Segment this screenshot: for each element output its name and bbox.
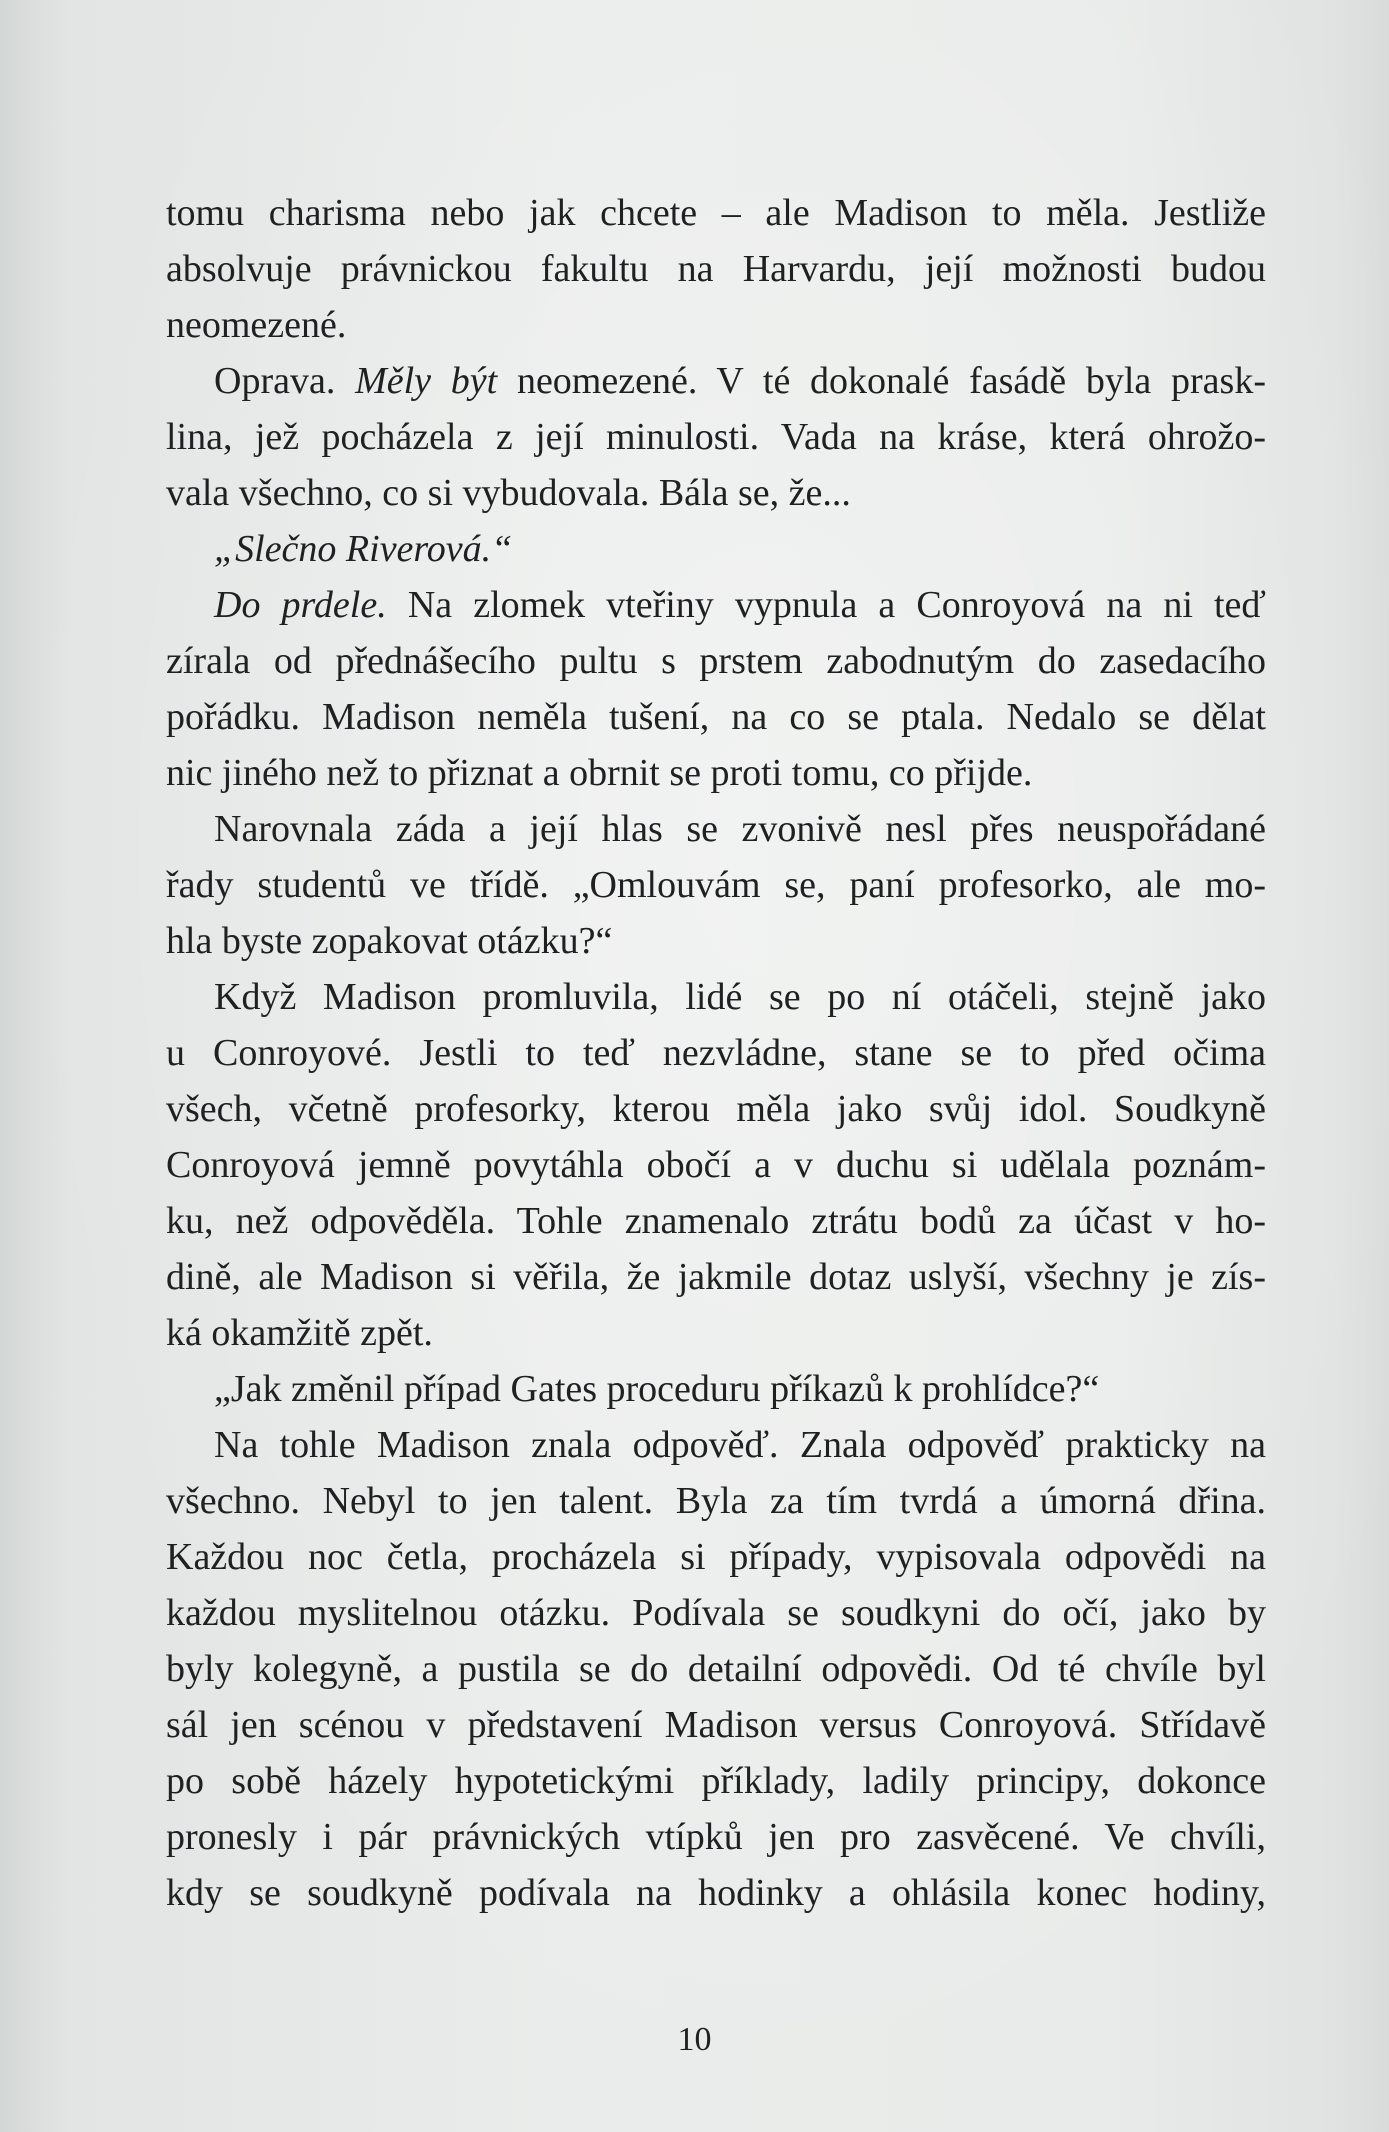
line-text: Oprava.	[214, 360, 356, 402]
text-line: všechno. Nebyl to jen talent. Byla za tím tvrdá a úmorná dřina.	[166, 1480, 1266, 1522]
page-number: 10	[677, 2021, 712, 2058]
text-line: hla byste zopakovat otázku?“	[166, 920, 613, 962]
text-line	[166, 577, 1266, 633]
text-line: Conroyová jemně povytáhla obočí a v duchu si udělala poznám-	[166, 1144, 1266, 1186]
text-line: nic jiného než to přiznat a obrnit se proti tomu, co přijde.	[166, 752, 1033, 794]
italic-text: Měly být	[355, 360, 498, 402]
text-line: lina, jež pocházela z její minulosti. Vada na kráse, která ohrožo-	[166, 416, 1266, 458]
text-line: neomezené.	[166, 304, 347, 346]
text-line: po sobě házely hypotetickými příklady, ladily principy, dokonce	[166, 1760, 1266, 1802]
text-line: všech, včetně profesorky, kterou měla jako svůj idol. Soudkyně	[166, 1088, 1266, 1130]
text-line: absolvuje právnickou fakultu na Harvardu, její možnosti budou	[166, 248, 1266, 290]
text-line	[166, 521, 1266, 577]
text-line: dině, ale Madison si věřila, že jakmile dotaz uslyší, všechny je zís-	[166, 1256, 1266, 1298]
text-line: byly kolegyně, a pustila se do detailní odpovědi. Od té chvíle byl	[166, 1648, 1266, 1690]
text-line: Na tohle Madison znala odpověď. Znala odpověď prakticky na	[214, 1424, 1266, 1466]
body-text	[166, 185, 1266, 1921]
text-line: kdy se soudkyně podívala na hodinky a ohlásila konec hodiny,	[166, 1872, 1266, 1914]
text-line: „Jak změnil případ Gates proceduru příkazů k prohlídce?“	[214, 1368, 1100, 1410]
text-line: sál jen scénou v představení Madison versus Conroyová. Střídavě	[166, 1704, 1266, 1746]
italic-text: Do prdele.	[214, 584, 387, 626]
text-line: Každou noc četla, procházela si případy, vypisovala odpovědi na	[166, 1536, 1266, 1578]
text-line: zírala od přednášecího pultu s prstem zabodnutým do zasedacího	[166, 640, 1266, 682]
line-text: Na zlomek vteřiny vypnula a Conroyová na ni teď	[386, 584, 1266, 626]
text-line: ká okamžitě zpět.	[166, 1312, 433, 1354]
text-line	[166, 353, 1266, 409]
text-line: Když Madison promluvila, lidé se po ní otáčeli, stejně jako	[214, 976, 1266, 1018]
line-text: neomezené. V té dokonalé fasádě byla prask-	[497, 360, 1266, 402]
italic-text: „Slečno Riverová.“	[214, 528, 513, 570]
text-line: každou myslitelnou otázku. Podívala se soudkyni do očí, jako by	[166, 1592, 1266, 1634]
text-line: řady studentů ve třídě. „Omlouvám se, paní profesorko, ale mo-	[166, 864, 1266, 906]
text-line: pořádku. Madison neměla tušení, na co se ptala. Nedalo se dělat	[166, 696, 1266, 738]
text-line: ku, než odpověděla. Tohle znamenalo ztrátu bodů za účast v ho-	[166, 1200, 1266, 1242]
text-line: vala všechno, co si vybudovala. Bála se, že...	[166, 472, 851, 514]
text-line: tomu charisma nebo jak chcete – ale Madison to měla. Jestliže	[166, 192, 1266, 234]
text-line: pronesly i pár právnických vtípků jen pro zasvěcené. Ve chvíli,	[166, 1816, 1266, 1858]
text-line: u Conroyové. Jestli to teď nezvládne, stane se to před očima	[166, 1032, 1266, 1074]
text-line: Narovnala záda a její hlas se zvonivě nesl přes neuspořádané	[214, 808, 1266, 850]
